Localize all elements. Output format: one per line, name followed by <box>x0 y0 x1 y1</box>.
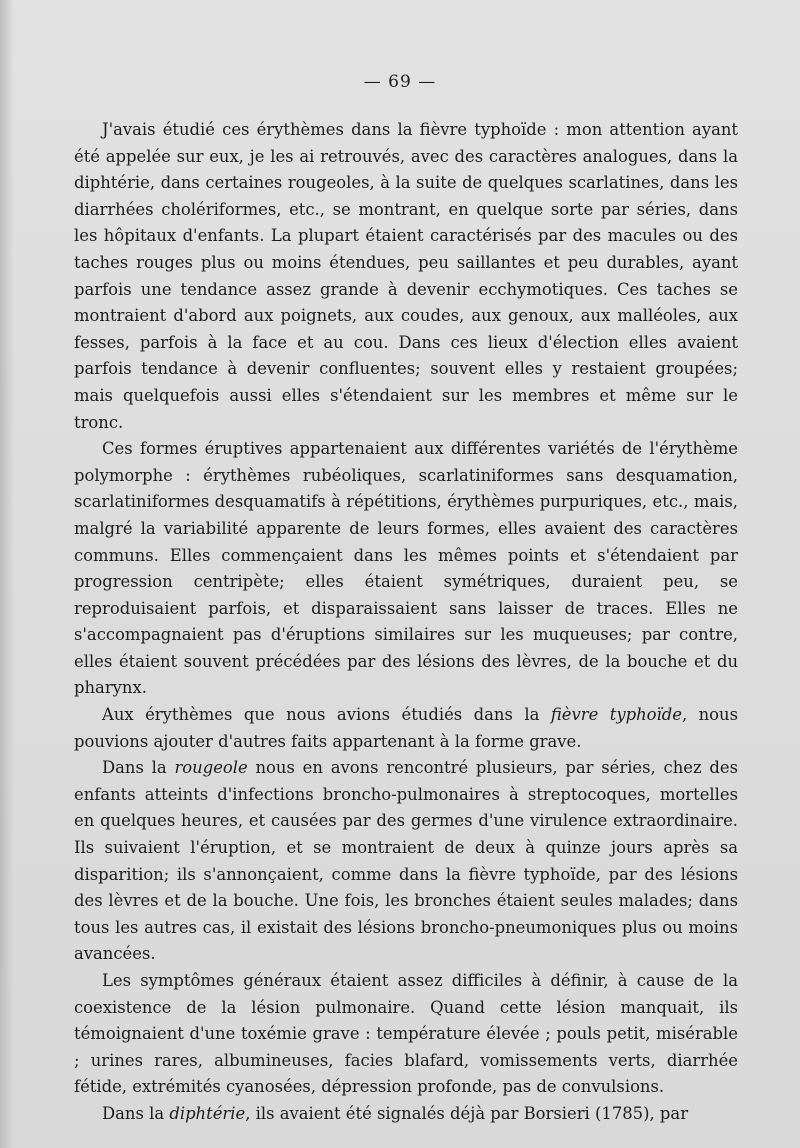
paragraph-4-text-before: Dans la <box>102 758 175 778</box>
paragraph-3-text-before: Aux érythèmes que nous avions étudiés dans la <box>102 705 551 725</box>
paragraph-6 <box>74 1101 738 1128</box>
paragraph-5: Les symptômes généraux étaient assez difficiles à définir, à cause de la coexistence de la lésion pulmonaire. Quand cette lésion manquait, ils témoignaient d'une toxémie grave : température élevée ; pouls petit, misérable ; urines rares, albumineuses, facies blafard, vomissements verts, diarrhée fétide, extrémités cyanosées, dépression profonde, pas de convulsions. <box>74 971 738 1097</box>
paragraph-4-text-after: nous en avons rencontré plusieurs, par séries, chez des enfants atteints d'infections broncho-pulmonaires à streptocoques, mortelles en quelques heures, et causées par des germes d'une virulence extraordinaire. Ils suivaient l'éruption, et se montraient de deux à quinze jours après sa disparition; ils s'annonçaient, comme dans la fièvre typhoïde, par des lésions des lèvres et de la bouche. Une fois, les bronches étaient seules malades; dans tous les autres cas, il existait des lésions broncho-pneumoniques plus ou moins avancées. <box>74 758 738 964</box>
paragraph-6-text-before: Dans la <box>102 1103 170 1123</box>
paragraph-2: Ces formes éruptives appartenaient aux différentes variétés de l'érythème polymorphe : érythèmes rubéoliques, scarlatiniformes sans desquamation, scarlatiniformes desquamatifs à répétitions, érythèmes purpuriques, etc., mais, malgré la variabilité apparente de leurs formes, elles avaient des caractères communs. Elles commençaient dans les mêmes points et s'étendaient par progression centripète; elles étaient symétriques, duraient peu, se reproduisaient parfois, et disparaissaient sans laisser de traces. Elles ne s'accompagnaient pas d'éruptions similaires sur les muqueuses; par contre, elles étaient souvent précédées par des lésions des lèvres, de la bouche et du pharynx. <box>74 439 738 698</box>
term-rougeole: rougeole <box>174 758 248 778</box>
body-text <box>74 117 738 1128</box>
paragraph-1: J'avais étudié ces érythèmes dans la fièvre typhoïde : mon attention ayant été appelée sur eux, je les ai retrouvés, avec des caractères analogues, dans la diphtérie, dans certaines rougeoles, à la suite de quelques scarlatines, dans les diarrhées cholériformes, etc., se montrant, en quelque sorte par séries, dans les hôpitaux d'enfants. La plupart étaient caractérisés par des macules ou des taches rouges plus ou moins étendues, peu saillantes et peu durables, ayant parfois une tendance assez grande à devenir ecchymotiques. Ces taches se montraient d'abord aux poignets, aux coudes, aux genoux, aux malléoles, aux fesses, parfois à la face et au cou. Dans ces lieux d'élection elles avaient parfois tendance à devenir confluentes; souvent elles y restaient groupées; mais quelquefois aussi elles s'étendaient sur les membres et même sur le tronc. <box>74 120 738 432</box>
paragraph-6-text-after: , ils avaient été signalés déjà par Borsieri (1785), par <box>245 1103 689 1123</box>
page-number: — 69 — <box>363 72 437 92</box>
paragraph-3-text-after: , nous pouvions ajouter d'autres faits appartenant à la forme grave. <box>74 705 739 751</box>
paragraph-3 <box>74 702 738 755</box>
term-fievre-typhoide: fièvre typhoïde <box>550 705 682 725</box>
term-diphterie: diphtérie <box>169 1103 246 1123</box>
paragraph-4 <box>74 755 738 968</box>
